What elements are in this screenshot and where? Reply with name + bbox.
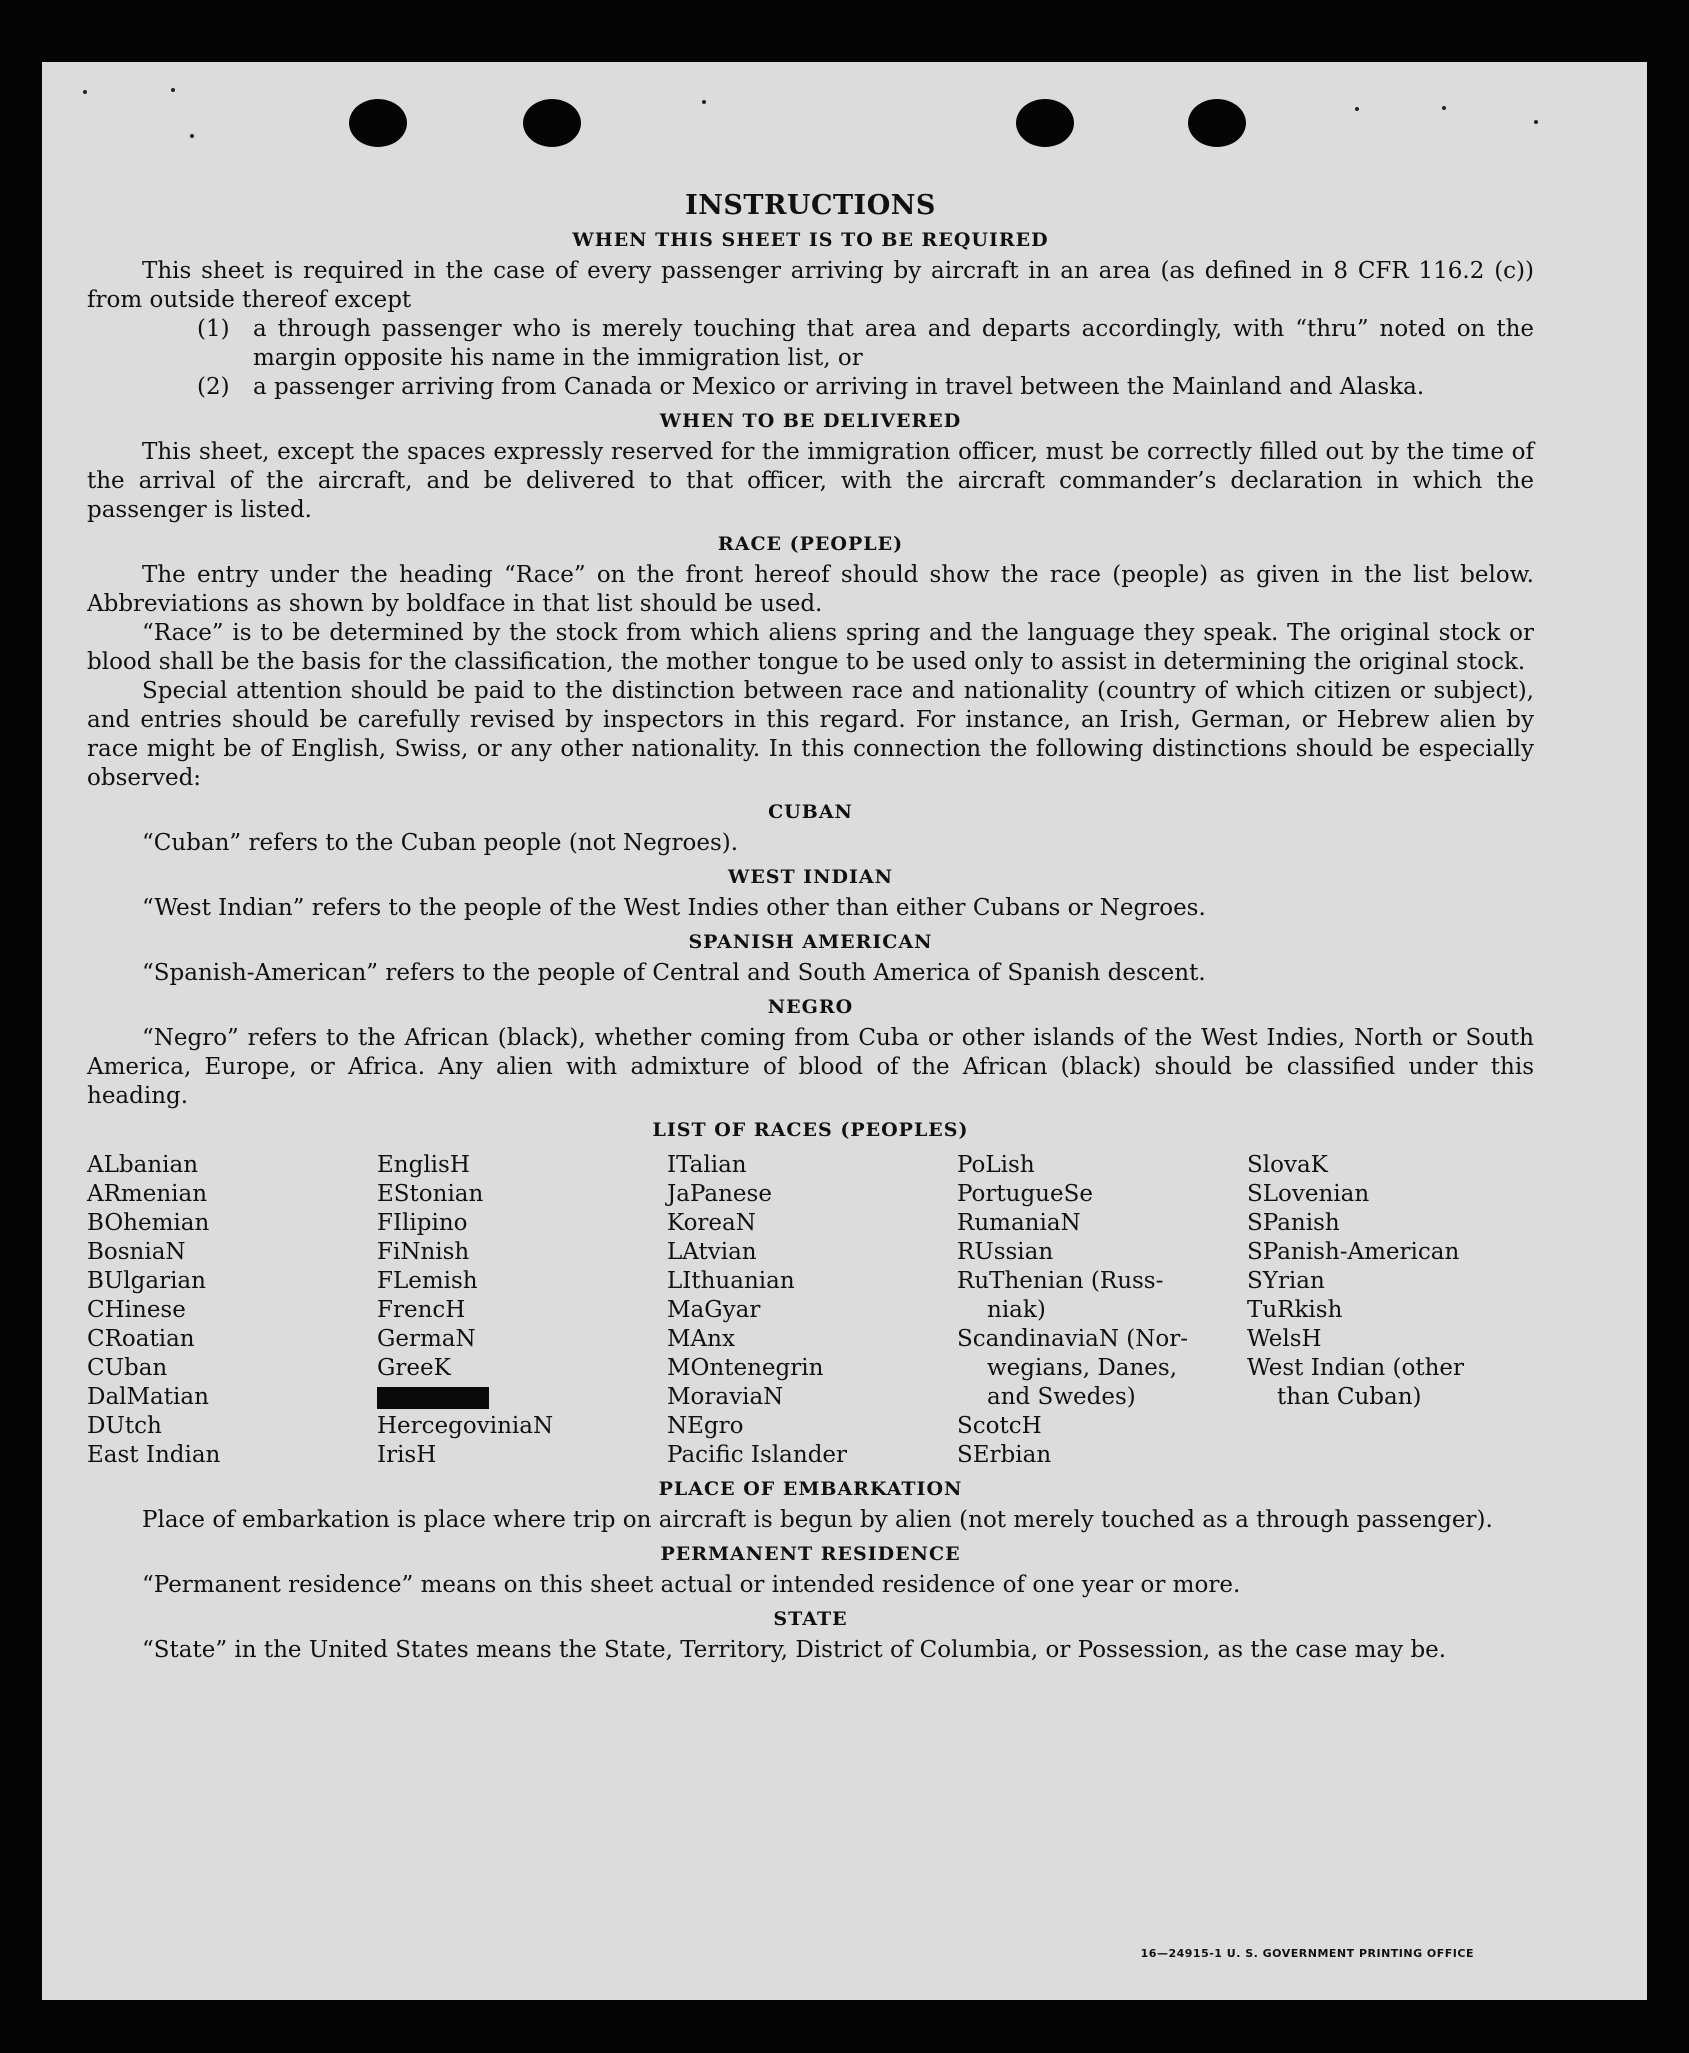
item-number: (1) [197,316,230,342]
race-entry: NEgro [667,1413,744,1439]
race-entry: PortugueSe [957,1181,1093,1207]
speck [1355,107,1359,111]
race-entry: JaPanese [667,1181,772,1207]
redaction-mark [377,1387,489,1409]
item-number: (2) [197,374,230,400]
list-item [197,373,1534,402]
race-entry-continued: and Swedes) [987,1384,1136,1410]
race-entry: FLemish [377,1268,478,1294]
race-entry: DalMatian [87,1384,209,1410]
race-entry: MoraviaN [667,1384,784,1410]
race-entry: KoreaN [667,1210,756,1236]
race-entry: EStonian [377,1181,484,1207]
races-column [87,1151,377,1470]
races-column [377,1151,667,1470]
race-entry: LAtvian [667,1239,757,1265]
paragraph: Place of embarkation is place where trip on aircraft is begun by alien (not merely touched as a through passenger). [142,1507,1493,1533]
item-text: a passenger arriving from Canada or Mexico or arriving in travel between the Mainland and Alaska. [253,374,1425,400]
speck [171,88,175,92]
paragraph: “Cuban” refers to the Cuban people (not Negroes). [142,830,739,856]
race-entry: WelsH [1247,1326,1322,1352]
section-heading: WHEN TO BE DELIVERED [659,410,962,432]
paragraph: “Race” is to be determined by the stock from which aliens spring and the language they speak. The original stock or blood shall be the basis for the classification, the mother tongue to be used only to assist in determining the original stock. [87,620,1534,675]
race-entry: MaGyar [667,1297,761,1323]
race-entry: FiNnish [377,1239,470,1265]
section-heading: RACE (PEOPLE) [717,533,904,555]
speck [702,100,706,104]
paragraph: “Spanish-American” refers to the people of Central and South America of Spanish descent. [142,960,1206,986]
section-heading: NEGRO [767,996,854,1018]
section-heading: SPANISH AMERICAN [688,931,933,953]
punch-hole [523,99,581,147]
paragraph: “Negro” refers to the African (black), whether coming from Cuba or other islands of the West Indies, North or South America, Europe, or Africa. Any alien with admixture of blood of the African (black) should be classified under this heading. [87,1025,1534,1109]
race-entry: RuThenian (Russ- [957,1268,1164,1294]
redacted-entry [377,1383,667,1412]
race-entry: GreeK [377,1355,451,1381]
race-entry: ScotcH [957,1413,1042,1439]
paragraph: The entry under the heading “Race” on the front hereof should show the race (people) as given in the list below. Abbreviations as shown by boldface in that list should be used. [87,562,1534,617]
section-heading: STATE [773,1608,848,1630]
race-entry: CHinese [87,1297,186,1323]
printer-imprint: 16—24915-1 U. S. GOVERNMENT PRINTING OFFICE [1140,1947,1474,1960]
race-entry: CUban [87,1355,168,1381]
race-entry: MAnx [667,1326,735,1352]
section-heading: CUBAN [768,801,853,823]
race-entry: SlovaK [1247,1152,1328,1178]
punch-hole [1188,99,1246,147]
item-text: a through passenger who is merely touching that area and departs accordingly, with “thru” noted on the margin opposite his name in the immigration list, or [253,316,1534,371]
race-entry: SPanish [1247,1210,1340,1236]
punch-hole [1016,99,1074,147]
race-entry: RUssian [957,1239,1054,1265]
race-entry-continued: niak) [987,1297,1046,1323]
page-title: INSTRUCTIONS [685,190,936,221]
paragraph: This sheet is required in the case of every passenger arriving by aircraft in an area (as defined in 8 CFR 116.2 (c)) from outside thereof except [87,258,1534,313]
race-entry: GermaN [377,1326,476,1352]
speck [1442,106,1446,110]
race-entry: BOhemian [87,1210,210,1236]
races-column [1247,1151,1537,1470]
paragraph: Special attention should be paid to the distinction between race and nationality (country of which citizen or subject), and entries should be carefully revised by inspectors in this regard. For instance, an Irish, German, or Hebrew alien by race might be of English, Swiss, or any other nationality. In this connection the following distinctions should be especially observed: [87,678,1534,791]
race-entry: SLovenian [1247,1181,1370,1207]
speck [190,134,194,138]
race-entry: PoLish [957,1152,1035,1178]
section-heading: PERMANENT RESIDENCE [660,1543,961,1565]
races-column [957,1151,1247,1470]
race-entry: TuRkish [1247,1297,1343,1323]
race-entry: SYrian [1247,1268,1325,1294]
race-entry: East Indian [87,1442,221,1468]
race-entry: ScandinaviaN (Nor- [957,1326,1188,1352]
document-page [42,62,1647,2000]
race-entry: HercegoviniaN [377,1413,554,1439]
race-entry: ARmenian [87,1181,208,1207]
race-entry: SErbian [957,1442,1052,1468]
paragraph: “West Indian” refers to the people of the West Indies other than either Cubans or Negroes. [142,895,1206,921]
race-entry: BUlgarian [87,1268,206,1294]
section-heading: WHEN THIS SHEET IS TO BE REQUIRED [572,229,1049,251]
race-entry-continued: than Cuban) [1277,1384,1422,1410]
section-heading: WEST INDIAN [727,866,894,888]
race-entry: LIthuanian [667,1268,795,1294]
race-entry: ALbanian [87,1152,199,1178]
speck [1534,120,1538,124]
race-entry: BosniaN [87,1239,186,1265]
race-entry: West Indian (other [1247,1355,1465,1381]
race-entry: SPanish-American [1247,1239,1460,1265]
race-entry: Pacific Islander [667,1442,848,1468]
races-column [667,1151,957,1470]
race-entry: IrisH [377,1442,437,1468]
race-entry-continued: wegians, Danes, [987,1355,1178,1381]
section-heading: LIST OF RACES (PEOPLES) [652,1119,969,1141]
race-entry: CRoatian [87,1326,195,1352]
paragraph: “Permanent residence” means on this sheet actual or intended residence of one year or more. [142,1572,1241,1598]
race-entry: FIlipino [377,1210,468,1236]
race-entry: EnglisH [377,1152,470,1178]
paragraph: This sheet, except the spaces expressly reserved for the immigration officer, must be correctly filled out by the time of the arrival of the aircraft, and be delivered to that officer, with the aircraft commander’s declaration in which the passenger is listed. [87,439,1534,523]
speck [83,90,87,94]
race-entry: DUtch [87,1413,162,1439]
punch-hole [349,99,407,147]
race-entry: ITalian [667,1152,747,1178]
paragraph: “State” in the United States means the State, Territory, District of Columbia, or Possession, as the case may be. [142,1637,1447,1663]
instructions-body [87,190,1534,1665]
race-entry: MOntenegrin [667,1355,824,1381]
section-heading: PLACE OF EMBARKATION [658,1478,963,1500]
list-item [197,315,1534,373]
races-list [87,1151,1534,1470]
race-entry: FrencH [377,1297,466,1323]
race-entry: RumaniaN [957,1210,1081,1236]
